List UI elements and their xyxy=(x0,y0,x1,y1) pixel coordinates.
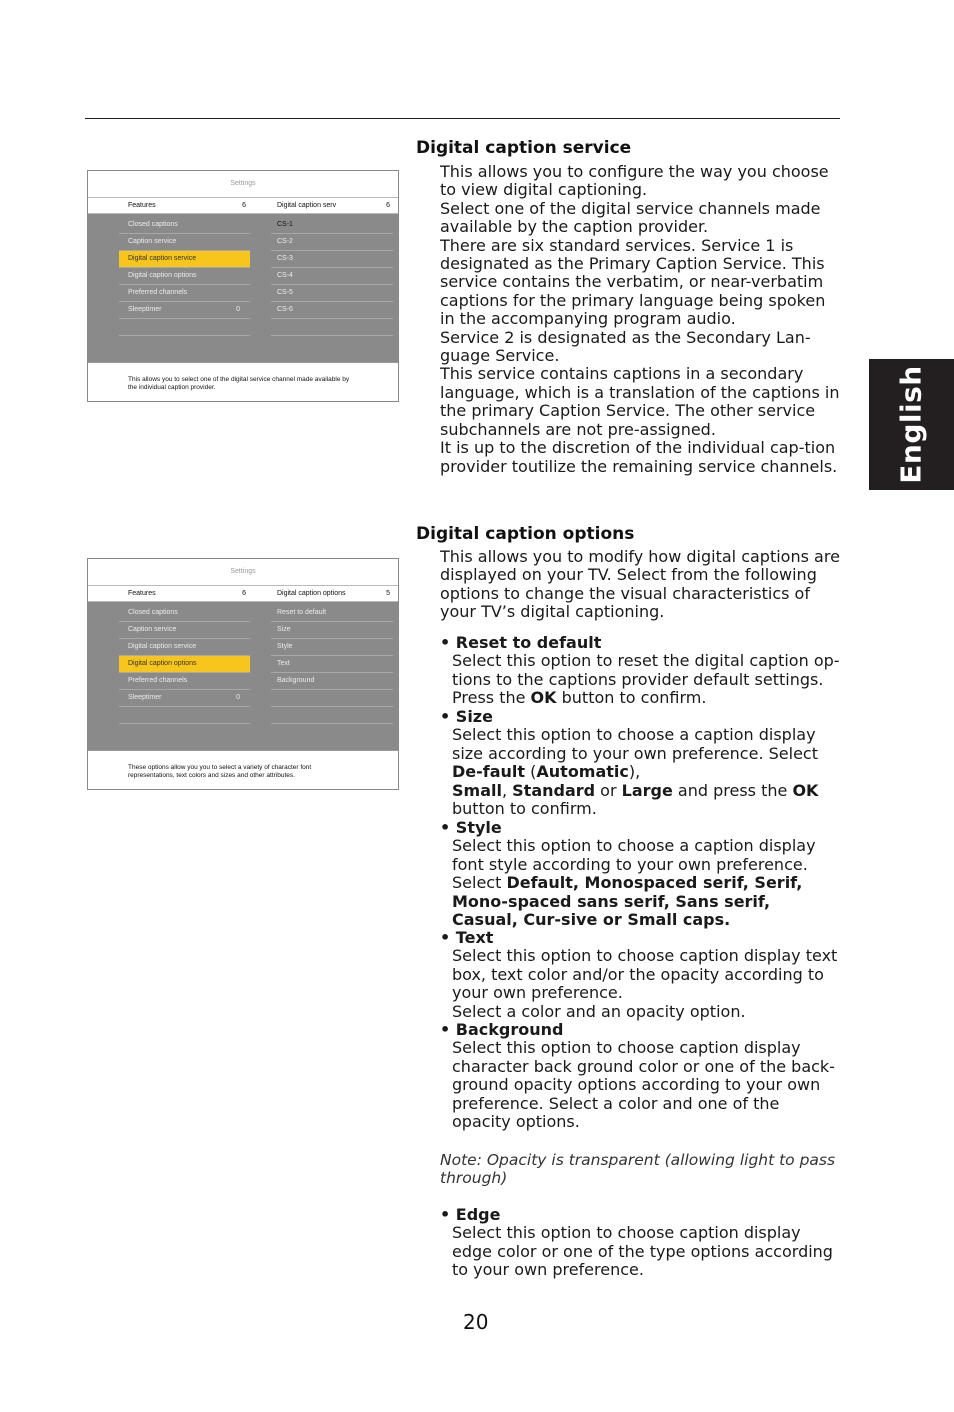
text: Select a color and an opacity option. xyxy=(452,1001,746,1021)
service-list xyxy=(271,217,393,336)
menu-item-caption-service[interactable]: Caption service xyxy=(119,622,250,639)
option-description: Select this option to choose caption display edge color or one of the type options according to your own preference. xyxy=(452,1223,833,1280)
menu-body xyxy=(88,214,398,362)
features-list xyxy=(119,217,250,336)
section-heading-digital-caption-options: Digital caption options xyxy=(416,524,635,544)
text: and press the xyxy=(672,780,793,800)
paragraph: It is up to the discretion of the individual cap-tion provider toutilize the remaining service channels. xyxy=(440,438,838,476)
menu-item-digital-caption-options[interactable]: Digital caption options xyxy=(119,656,250,673)
submenu-label: Digital caption serv xyxy=(277,202,337,209)
option-item-size[interactable]: Size xyxy=(271,622,393,639)
option-description xyxy=(452,726,840,818)
text: , xyxy=(501,780,513,800)
text: button to confirm. xyxy=(556,688,707,708)
menu-item-preferred-channels[interactable]: Preferred channels xyxy=(119,285,250,302)
submenu-label: Digital caption options xyxy=(277,590,346,597)
menu-header xyxy=(88,197,398,214)
ok-key: OK xyxy=(792,780,819,800)
option-item-empty xyxy=(271,707,393,724)
menu-item-sleeptimer[interactable] xyxy=(119,302,250,319)
option-title: • Edge xyxy=(440,1205,501,1224)
features-count: 6 xyxy=(242,202,246,209)
option-style xyxy=(440,819,840,929)
large-option: Large xyxy=(621,780,673,800)
submenu-count: 5 xyxy=(386,590,390,597)
submenu-count: 6 xyxy=(386,202,390,209)
option-description xyxy=(452,652,840,707)
features-label: Features xyxy=(128,202,156,209)
sleeptimer-label: Sleeptimer xyxy=(128,694,162,701)
menu-item-preferred-channels[interactable]: Preferred channels xyxy=(119,673,250,690)
automatic-option: Automatic xyxy=(536,762,629,782)
service-item-cs2[interactable]: CS-2 xyxy=(271,234,393,251)
text: button to confirm. xyxy=(452,799,597,819)
menu-help-text: These options allow you you to select a variety of character font representations, text colors and sizes and other attributes. xyxy=(88,750,398,789)
settings-menu-digital-caption-service xyxy=(87,170,399,402)
menu-header xyxy=(88,585,398,602)
standard-option: Standard xyxy=(512,780,596,800)
small-option: Small xyxy=(452,780,502,800)
features-header xyxy=(88,198,246,213)
service-item-cs4[interactable]: CS-4 xyxy=(271,268,393,285)
sleeptimer-label: Sleeptimer xyxy=(128,306,162,313)
language-tab xyxy=(869,359,954,490)
top-rule xyxy=(85,118,840,119)
text: ), xyxy=(628,762,641,782)
menu-item-empty xyxy=(119,707,250,724)
features-label: Features xyxy=(128,590,156,597)
paragraph: This allows you to configure the way you choose to view digital captioning. xyxy=(440,162,829,200)
option-description: Select this option to choose caption display character back ground color or one of the back-ground opacity options according to your own preference. Select a color and one of the opacity options. xyxy=(452,1038,835,1132)
option-background xyxy=(440,1021,840,1131)
service-item-empty xyxy=(271,319,393,336)
default-option: De-fault xyxy=(452,762,526,782)
option-description xyxy=(452,837,840,929)
paragraph: Select one of the digital service channels made available by the caption provider. xyxy=(440,198,821,237)
menu-item-caption-service[interactable]: Caption service xyxy=(119,234,250,251)
paragraph: Service 2 is designated as the Secondary Lan-guage Service. xyxy=(440,327,811,366)
option-item-reset-to-default[interactable]: Reset to default xyxy=(271,605,393,622)
paragraph: There are six standard services. Service 1 is designated as the Primary Caption Service. This service contains the verbatim, or near-verbatim captions for the primary language being spoken in the accompanying program audio. xyxy=(440,235,826,329)
option-title: • Reset to default xyxy=(440,633,602,652)
section-heading-digital-caption-service: Digital caption service xyxy=(416,138,632,158)
menu-item-closed-captions[interactable]: Closed captions xyxy=(119,217,250,234)
menu-item-empty xyxy=(119,319,250,336)
menu-body xyxy=(88,602,398,750)
option-item-text[interactable]: Text xyxy=(271,656,393,673)
opacity-note: Note: Opacity is transparent (allowing light to pass through) xyxy=(440,1151,836,1188)
options-list xyxy=(271,605,393,724)
option-item-background[interactable]: Background xyxy=(271,673,393,690)
language-tab-label: English xyxy=(895,365,928,484)
settings-menu-digital-caption-options xyxy=(87,558,399,790)
paragraph: This service contains captions in a secondary language, which is a translation of the captions in the primary Caption Service. The other service subchannels are not pre-assigned. xyxy=(440,364,840,439)
menu-item-digital-caption-service[interactable]: Digital caption service xyxy=(119,251,250,268)
menu-item-sleeptimer[interactable] xyxy=(119,690,250,707)
menu-item-closed-captions[interactable]: Closed captions xyxy=(119,605,250,622)
service-item-cs3[interactable]: CS-3 xyxy=(271,251,393,268)
menu-title: Settings xyxy=(230,568,256,575)
text: or xyxy=(595,780,622,800)
service-item-cs1[interactable]: CS-1 xyxy=(271,217,393,234)
option-edge xyxy=(440,1206,840,1280)
sleeptimer-value: 0 xyxy=(236,306,240,313)
menu-item-digital-caption-service[interactable]: Digital caption service xyxy=(119,639,250,656)
option-item-empty xyxy=(271,690,393,707)
option-reset-to-default xyxy=(440,634,840,708)
option-title: • Style xyxy=(440,818,502,837)
option-title: • Size xyxy=(440,707,493,726)
text: Select this option to choose caption display text box, text color and/or the opacity according to your own preference. xyxy=(452,946,838,1003)
text: Select this option to choose a caption display font style according to your own preference. Select xyxy=(452,836,816,893)
option-text xyxy=(440,929,840,1021)
text: ( xyxy=(525,762,537,782)
features-list xyxy=(119,605,250,724)
option-title: • Background xyxy=(440,1020,564,1039)
menu-help-text: This allows you to select one of the digital service channel made available by the individual caption provider. xyxy=(88,362,398,401)
text: Select this option to choose a caption display size according to your own preference. Select xyxy=(452,725,818,763)
option-title: • Text xyxy=(440,928,494,947)
section-intro-digital-caption-options: This allows you to modify how digital captions are displayed on your TV. Select from the following options to change the visual characteristics of your TV’s digital captioning. xyxy=(440,547,840,622)
menu-item-digital-caption-options[interactable]: Digital caption options xyxy=(119,268,250,285)
features-header xyxy=(88,586,246,601)
section-body-digital-caption-service xyxy=(440,163,840,476)
service-item-cs5[interactable]: CS-5 xyxy=(271,285,393,302)
text: Select this option to reset the digital caption op-tions to the captions provider default settings. Press the xyxy=(452,651,840,708)
page-number: 20 xyxy=(463,1310,489,1334)
style-options: Default, Monospaced serif, Serif, Mono-spaced sans serif, Sans serif, Casual, Cur-sive or Small caps. xyxy=(452,873,803,930)
option-description xyxy=(452,947,840,1021)
ok-key: OK xyxy=(530,688,557,708)
option-item-style[interactable]: Style xyxy=(271,639,393,656)
sleeptimer-value: 0 xyxy=(236,694,240,701)
service-item-cs6[interactable]: CS-6 xyxy=(271,302,393,319)
menu-title: Settings xyxy=(230,180,256,187)
option-size xyxy=(440,708,840,818)
features-count: 6 xyxy=(242,590,246,597)
submenu-header xyxy=(238,198,398,213)
submenu-header xyxy=(238,586,398,601)
